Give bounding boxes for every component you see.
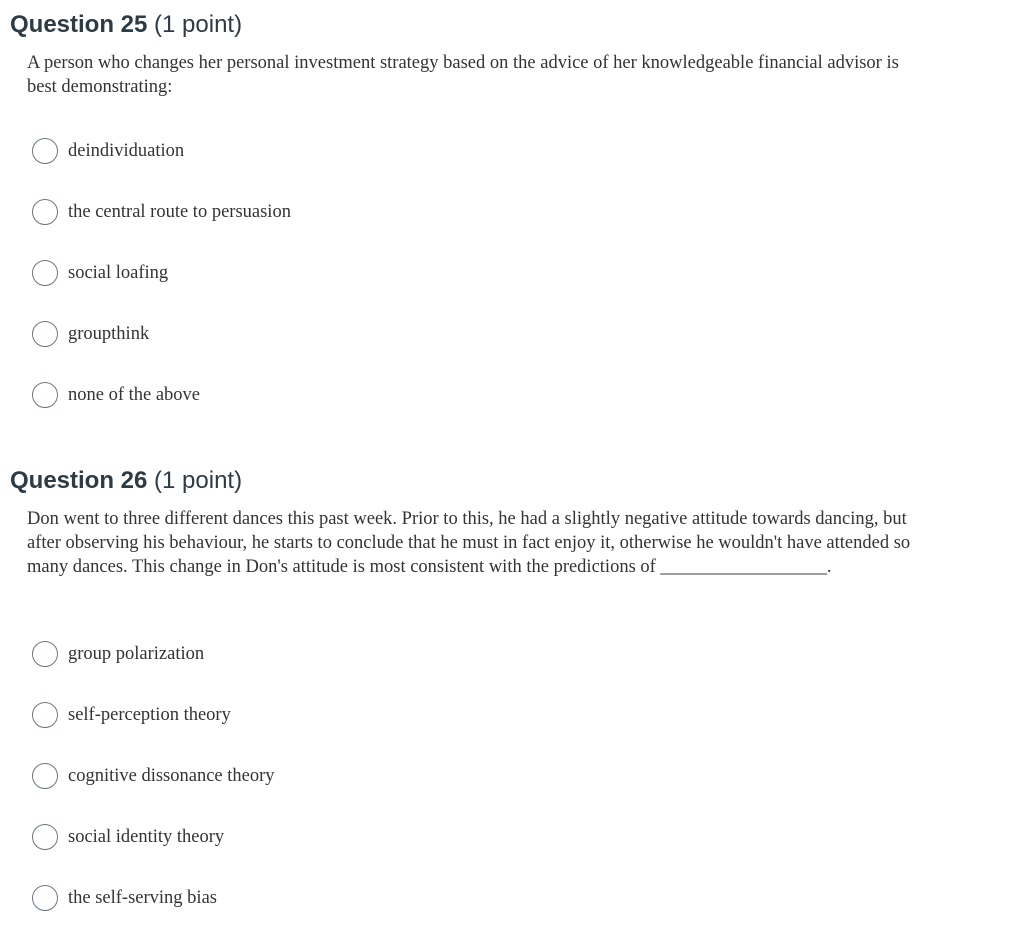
question-header [10,10,242,40]
answer-option[interactable] [32,319,149,349]
question-text: Don went to three different dances this past week. Prior to this, he had a slightly negative attitude towards dancing, but after observing his behaviour, he starts to conclude that he must in fact enjoy it, otherwise he wouldn't have attended so many dances. This change in Don's attitude is most consistent with the predictions of __________________. [27,509,911,577]
answer-label: deindividuation [68,141,185,161]
answer-option[interactable] [32,380,200,410]
answer-option[interactable] [32,639,204,669]
answer-option[interactable] [32,136,184,166]
radio-button[interactable] [32,702,58,728]
answer-option[interactable] [32,258,168,288]
radio-button[interactable] [32,321,58,347]
answer-label: the self-serving bias [68,888,217,908]
answer-label: none of the above [68,385,201,405]
question-text: A person who changes her personal investment strategy based on the advice of her knowledgeable financial advisor is best demonstrating: [27,53,899,97]
answer-label: social loafing [68,263,169,283]
radio-button[interactable] [32,885,58,911]
answer-label: groupthink [68,324,150,344]
question-title: Question 25 [10,11,148,38]
answer-option[interactable] [32,761,275,791]
radio-button[interactable] [32,763,58,789]
radio-button[interactable] [32,824,58,850]
answer-label: social identity theory [68,827,225,847]
question-title: Question 26 [10,467,148,494]
answer-label: the central route to persuasion [68,202,291,222]
answer-label: self-perception theory [68,705,231,725]
answer-option[interactable] [32,883,217,913]
question-points: (1 point) [154,11,243,38]
question-header [10,466,242,496]
answer-option[interactable] [32,822,224,852]
answer-label: group polarization [68,644,205,664]
radio-button[interactable] [32,641,58,667]
radio-button[interactable] [32,260,58,286]
answer-option[interactable] [32,700,231,730]
radio-button[interactable] [32,138,58,164]
question-points: (1 point) [154,467,243,494]
answer-label: cognitive dissonance theory [68,766,275,786]
radio-button[interactable] [32,199,58,225]
answer-option[interactable] [32,197,291,227]
radio-button[interactable] [32,382,58,408]
